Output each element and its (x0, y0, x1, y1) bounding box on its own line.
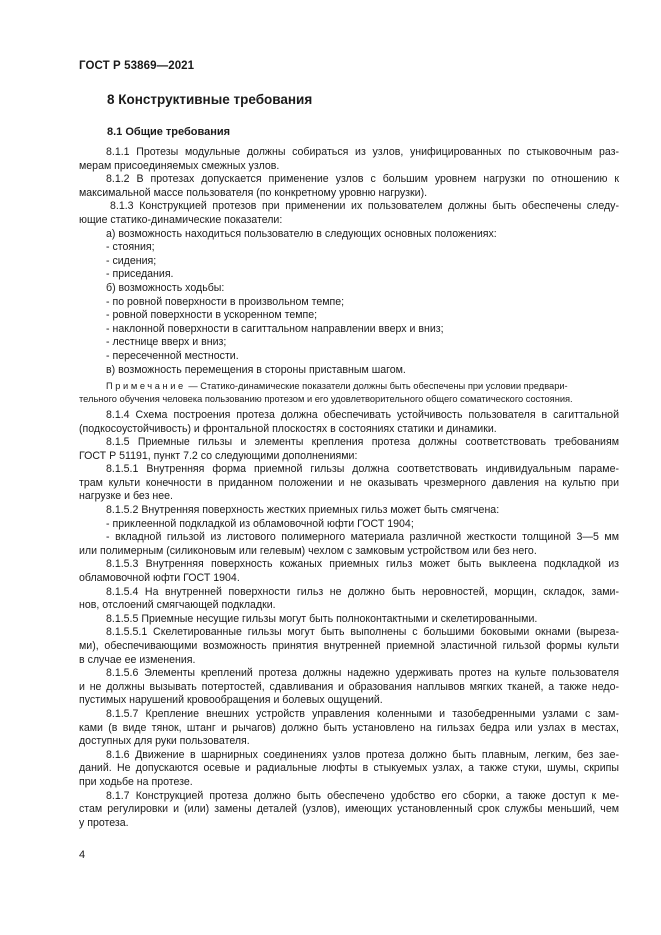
paragraph-8-1-5-3-line2: обламовочной юфти ГОСТ 1904. (79, 572, 240, 585)
note-line1: — Статико-динамические показатели должны быть обеспечены при условии предвари- (185, 381, 568, 392)
paragraph-8-1-5-7-line3: доступных для руки пользователя. (79, 735, 250, 748)
paragraph-8-1-5-3-line1: 8.1.5.3 Внутренняя поверхность кожаных приемных гильз может быть выклеена подкладкой из (106, 558, 619, 571)
page-number: 4 (79, 849, 86, 861)
note (79, 380, 619, 405)
paragraph-8-1-1-line2: мерам присоединяемых смежных узлов. (79, 159, 280, 172)
document-body (79, 146, 619, 830)
paragraph-8-1-5-2-dash1: - приклеенной подкладкой из обламовочной юфти ГОСТ 1904; (106, 517, 414, 530)
paragraph-8-1-2-line1: 8.1.2 В протезах допускается применение узлов с большим уровнем нагрузки по отношению к (106, 173, 619, 186)
paragraph-8-1-5-2-dash2-cont: или полимерным (силиконовым или гелевым) чехлом с замковым устройством или без него. (79, 544, 537, 557)
paragraph-8-1-5-6-line2: и не должны вызывать потертостей, сдавливания и образования наплывов мягких тканей, а также недо- (79, 680, 619, 693)
paragraph-8-1-6-line2: даний. Не допускаются осевые и радиальные люфты в стыкуемых узлах, а также стуки, шумы, скрипы (79, 762, 619, 775)
paragraph-8-1-5-line2: ГОСТ Р 51191, пункт 7.2 со следующими дополнениями: (79, 449, 358, 462)
paragraph-8-1-5-line1: 8.1.5 Приемные гильзы и элементы крепления протеза должны соответствовать требованиям (106, 436, 619, 449)
document-header: ГОСТ Р 53869—2021 (79, 60, 195, 72)
paragraph-8-1-5-1-line1: 8.1.5.1 Внутренняя форма приемной гильзы должна соответствовать индивидуальным параме- (106, 463, 619, 476)
paragraph-8-1-7-line3: у протеза. (79, 816, 129, 829)
paragraph-8-1-5-2-line1: 8.1.5.2 Внутренняя поверхность жестких приемных гильз может быть смягчена: (106, 504, 500, 517)
note-line2: тельного обучения человека пользованию протезом и его удовлетворительного общего соматического состояния. (79, 393, 573, 404)
paragraph-8-1-4-line1: 8.1.4 Схема построения протеза должна обеспечивать устойчивость пользователя в сагиттальной (106, 408, 619, 421)
paragraph-8-1-5-5-1-line2: ми), обеспечивающими возможность принятия внутренней приемной эластичной гильзой формы культи (79, 640, 619, 652)
paragraph-8-1-5-7-line1: 8.1.5.7 Крепление внешних устройств управления коленными и тазобедренными узлами с зам- (106, 707, 619, 720)
paragraph-8-1-5-6-line1: 8.1.5.6 Элементы креплений протеза должны надежно удерживать протез на культе пользователя (106, 667, 619, 680)
paragraph-8-1-5-4-line2: нов, отслоений смягчающей подкладки. (79, 599, 276, 612)
list-item: - ровной поверхности в ускоренном темпе; (106, 309, 318, 322)
paragraph-8-1-5-6-line3: пустимых нарушений кровообращения и болевых ощущений. (79, 694, 383, 707)
paragraph-8-1-5-5-1-line3: в случае ее изменения. (79, 653, 196, 666)
list-item: - приседания. (106, 268, 174, 281)
list-a-head: а) возможность находиться пользователю в следующих основных положениях: (106, 227, 497, 240)
paragraph-8-1-7-line2: стам регулировки и (или) замены деталей (узлов), имеющих установленный срок службы меньший, чем (79, 803, 619, 816)
paragraph-8-1-4-line2: (подкосоустойчивость) и фронтальной плоскостях в состояниях статики и динамики. (79, 422, 497, 435)
list-item: - по ровной поверхности в произвольном темпе; (106, 295, 345, 308)
note-label: Примечание (106, 381, 186, 392)
paragraph-8-1-3-line1: 8.1.3 Конструкцией протезов при применении их пользователем должны быть обеспечены следу- (110, 200, 619, 213)
paragraph-8-1-6-line3: при ходьбе на протезе. (79, 775, 193, 788)
list-b-head: б) возможность ходьбы: (106, 281, 225, 294)
list-item: - лестнице вверх и вниз; (106, 336, 227, 349)
paragraph-8-1-5-1-line3: нагрузке и без нее. (79, 490, 173, 503)
paragraph-8-1-1-line1: 8.1.1 Протезы модульные должны собираться из узлов, унифицированных по стыковочным раз- (106, 146, 619, 158)
paragraph-8-1-6-line1: 8.1.6 Движение в шарнирных соединениях узлов протеза должно быть плавным, легким, без зае- (106, 748, 619, 761)
paragraph-8-1-5-5: 8.1.5.5 Приемные несущие гильзы могут быть полноконтактными и скелетированными. (106, 612, 538, 625)
paragraph-8-1-3-line2: ющие статико-динамические показатели: (79, 213, 283, 226)
list-item: - стояния; (106, 241, 155, 254)
list-item: - сидения; (106, 254, 157, 267)
list-item: - пересеченной местности. (106, 349, 239, 362)
subsection-title: 8.1 Общие требования (107, 126, 231, 138)
list-item: - наклонной поверхности в сагиттальном направлении вверх и вниз; (106, 322, 444, 335)
paragraph-8-1-7-line1: 8.1.7 Конструкцией протеза должно быть обеспечено удобство его сборки, а также доступ к ме- (106, 789, 619, 802)
paragraph-8-1-5-5-1-line1: 8.1.5.5.1 Скелетированные гильзы могут быть выполнены с большими боковыми окнами (выреза- (106, 626, 619, 639)
paragraph-8-1-5-1-line2: трам культи конечности в приданном положении и не оказывать чрезмерного давления на культю при (79, 476, 619, 489)
paragraph-8-1-5-4-line1: 8.1.5.4 На внутренней поверхности гильз не должно быть неровностей, морщин, складок, зами- (106, 585, 619, 598)
paragraph-8-1-2-line2: максимальной массе пользователя (по конкретному уровню нагрузки). (79, 186, 428, 199)
paragraph-8-1-5-7-line2: ками (в виде тянок, штанг и рычагов) должно быть установлено на гильзах бедра или узлах в местах, (79, 721, 619, 734)
item-v: в) возможность перемещения в стороны приставным шагом. (106, 363, 406, 376)
paragraph-8-1-5-2-dash2: - вкладной гильзой из листового полимерного материала различной жесткости толщиной 3—5 мм (106, 531, 619, 544)
section-title: 8 Конструктивные требования (107, 92, 313, 107)
